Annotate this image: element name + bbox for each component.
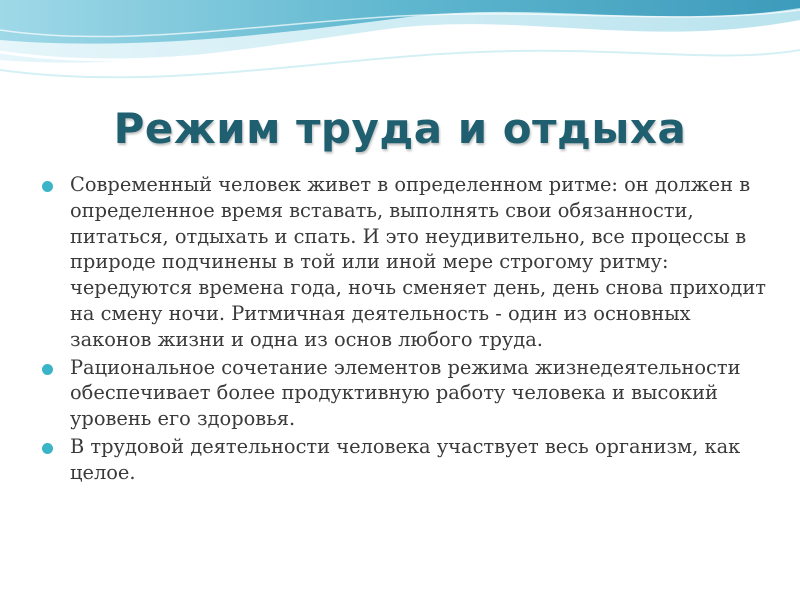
bullet-dot-icon bbox=[42, 443, 53, 454]
slide-title: Режим труда и отдыха bbox=[113, 104, 687, 153]
bullet-text: Рациональное сочетание элементов режима жизнедеятельности обеспечивает более продуктивную работу человека и высокий уровень его здоровья. bbox=[70, 355, 741, 431]
list-item bbox=[36, 434, 766, 486]
bullet-text: Современный человек живет в определенном ритме: он должен в определенное время вставать, выполнять свои обязанности, питаться, отдыхать и спать. И это неудивительно, все процессы в природе подчинены в той или иной мере строгому ритму: чередуются времена года, ночь сменяет день, день снова приходит на смену ночи. Ритмичная деятельность - один из основных законов жизни и одна из основ любого труда. bbox=[70, 173, 766, 351]
wave-decoration bbox=[0, 0, 800, 110]
list-item bbox=[36, 355, 766, 432]
bullet-dot-icon bbox=[42, 181, 53, 192]
bullet-list bbox=[36, 172, 766, 488]
bullet-text: В трудовой деятельности человека участвует весь организм, как целое. bbox=[70, 434, 741, 484]
bullet-dot-icon bbox=[42, 364, 53, 375]
list-item bbox=[36, 172, 766, 353]
